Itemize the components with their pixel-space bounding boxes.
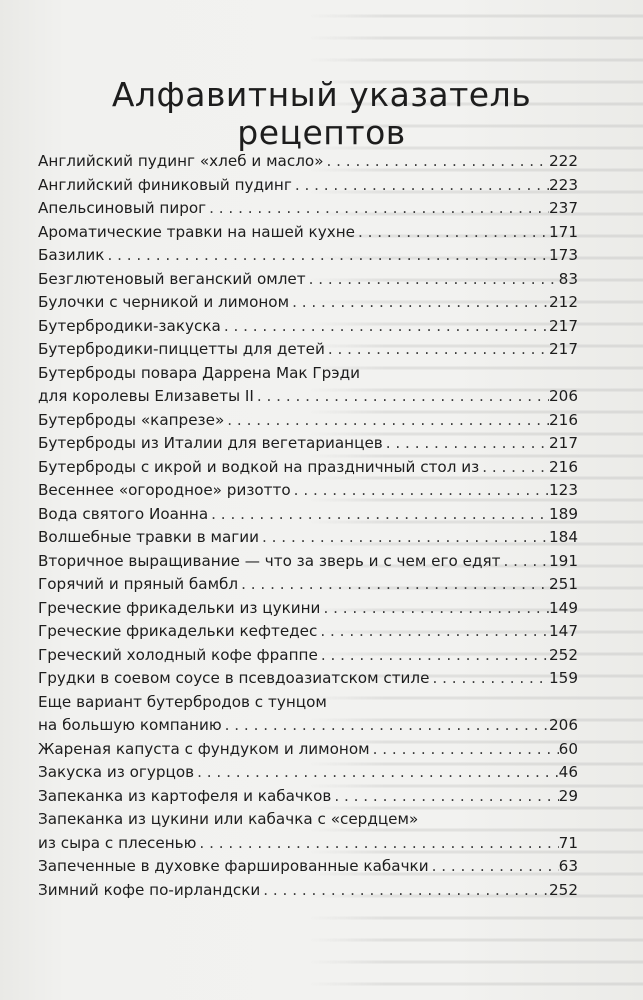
index-entry (38, 575, 578, 599)
entry-title: Бутерброды с икрой и водкой на праздничный стол из (38, 457, 480, 476)
entry-title: Запеканка из цукини или кабачка с «сердцем» (38, 810, 419, 829)
entry-title: Запеканка из картофеля и кабачков (38, 786, 332, 805)
index-entry (38, 552, 578, 576)
index-entry (38, 881, 578, 905)
entry-page-number: 252 (549, 880, 578, 899)
entry-page-number: 171 (549, 222, 578, 241)
entry-title: Еще вариант бутербродов с тунцом (38, 692, 327, 711)
dot-leader (221, 317, 549, 335)
entry-title: Зимний кофе по-ирландски (38, 880, 261, 899)
entry-page-number: 191 (549, 551, 578, 570)
dot-leader (317, 622, 549, 640)
index-entry (38, 293, 578, 317)
entry-title: Английский финиковый пудинг (38, 175, 292, 194)
dot-leader (260, 881, 549, 899)
entry-title: Бутербродики-закуска (38, 316, 221, 335)
entry-title: Закуска из огурцов (38, 763, 195, 782)
entry-title: Апельсиновый пирог (38, 199, 207, 218)
entry-page-number: 60 (558, 739, 578, 758)
entry-title: Весеннее «огородное» ризотто (38, 481, 291, 500)
index-entry (38, 481, 578, 505)
index-entry (38, 411, 578, 435)
entry-page-number: 29 (558, 786, 578, 805)
entry-page-number: 46 (558, 763, 578, 782)
page-title (0, 76, 643, 152)
index-entry (38, 505, 578, 529)
index-entry (38, 387, 578, 411)
entry-page-number: 147 (549, 622, 578, 641)
entry-title: Бутерброды из Италии для вегетарианцев (38, 434, 383, 453)
dot-leader (383, 434, 549, 452)
dot-leader (429, 857, 559, 875)
entry-title: Горячий и пряный бамбл (38, 575, 239, 594)
title-line-1: Алфавитный указатель (111, 75, 532, 114)
dot-leader (429, 669, 549, 687)
entry-page-number: 184 (549, 528, 578, 547)
dot-leader (254, 387, 549, 405)
dot-leader (331, 787, 558, 805)
index-entry (38, 787, 578, 811)
entry-title: Греческий холодный кофе фраппе (38, 645, 318, 664)
dot-leader (104, 246, 549, 264)
dot-leader (208, 505, 549, 523)
index-entry (38, 669, 578, 693)
entry-title: Английский пудинг «хлеб и масло» (38, 152, 324, 170)
index-entry (38, 176, 578, 200)
entry-page-number: 83 (558, 269, 578, 288)
entry-page-number: 149 (549, 598, 578, 617)
entry-title: Бутерброды повара Даррена Мак Грэди (38, 363, 360, 382)
entry-title: Бутербродики-пиццетты для детей (38, 340, 325, 359)
dot-leader (355, 223, 549, 241)
dot-leader (289, 293, 549, 311)
entry-title: Вторичное выращивание — что за зверь и с чем его едят (38, 551, 501, 570)
index-entry (38, 599, 578, 623)
dot-leader (194, 763, 559, 781)
entry-page-number: 212 (549, 293, 578, 312)
index-entry (38, 857, 578, 881)
entry-page-number: 222 (549, 152, 578, 170)
index-entry (38, 434, 578, 458)
entry-page-number: 63 (558, 857, 578, 876)
dot-leader (222, 716, 549, 734)
index-entry (38, 810, 578, 834)
entry-title: на большую компанию (38, 716, 222, 735)
index-entry (38, 693, 578, 717)
entry-title: из сыра с плесенью (38, 833, 197, 852)
entry-page-number: 71 (558, 833, 578, 852)
entry-page-number: 159 (549, 669, 578, 688)
dot-leader (318, 646, 549, 664)
dot-leader (259, 528, 549, 546)
dot-leader (306, 270, 559, 288)
entry-title: для королевы Елизаветы II (38, 387, 254, 406)
index-entry (38, 340, 578, 364)
entry-page-number: 123 (549, 481, 578, 500)
index-entry (38, 199, 578, 223)
index-entry (38, 364, 578, 388)
entry-title: Бутерброды «капрезе» (38, 410, 225, 429)
dot-leader (479, 458, 549, 476)
index-entry (38, 646, 578, 670)
entry-page-number: 251 (549, 575, 578, 594)
entry-page-number: 189 (549, 504, 578, 523)
entry-title: Греческие фрикадельки кефтедес (38, 622, 318, 641)
entry-page-number: 237 (549, 199, 578, 218)
entry-page-number: 223 (549, 175, 578, 194)
entry-title: Грудки в соевом соусе в псевдоазиатском стиле (38, 669, 430, 688)
entry-page-number: 173 (549, 246, 578, 265)
entry-page-number: 217 (549, 434, 578, 453)
entry-page-number: 217 (549, 316, 578, 335)
dot-leader (206, 199, 549, 217)
index-entry (38, 740, 578, 764)
dot-leader (291, 481, 549, 499)
index-entry (38, 528, 578, 552)
recipe-index-list (38, 152, 578, 905)
dot-leader (238, 575, 549, 593)
dot-leader (196, 834, 558, 852)
entry-title: Жареная капуста с фундуком и лимоном (38, 739, 370, 758)
index-entry (38, 834, 578, 858)
title-line-2: рецептов (237, 113, 406, 152)
index-entry (38, 763, 578, 787)
index-entry (38, 622, 578, 646)
index-entry (38, 458, 578, 482)
entry-title: Греческие фрикадельки из цукини (38, 598, 321, 617)
entry-title: Базилик (38, 246, 105, 265)
entry-page-number: 252 (549, 645, 578, 664)
entry-page-number: 217 (549, 340, 578, 359)
entry-title: Волшебные травки в магии (38, 528, 259, 547)
entry-page-number: 206 (549, 387, 578, 406)
dot-leader (224, 411, 549, 429)
index-entry (38, 317, 578, 341)
entry-title: Безглютеновый веганский омлет (38, 269, 306, 288)
entry-title: Булочки с черникой и лимоном (38, 293, 290, 312)
index-entry (38, 270, 578, 294)
dot-leader (292, 176, 549, 194)
entry-page-number: 216 (549, 410, 578, 429)
entry-title: Запеченные в духовке фаршированные кабачки (38, 857, 429, 876)
entry-page-number: 216 (549, 457, 578, 476)
index-entry (38, 223, 578, 247)
dot-leader (324, 152, 550, 170)
index-entry (38, 152, 578, 176)
dot-leader (320, 599, 549, 617)
index-entry (38, 716, 578, 740)
dot-leader (370, 740, 559, 758)
entry-title: Ароматические травки на нашей кухне (38, 222, 355, 241)
entry-page-number: 206 (549, 716, 578, 735)
entry-title: Вода святого Иоанна (38, 504, 209, 523)
index-entry (38, 246, 578, 270)
dot-leader (325, 340, 549, 358)
dot-leader (500, 552, 549, 570)
